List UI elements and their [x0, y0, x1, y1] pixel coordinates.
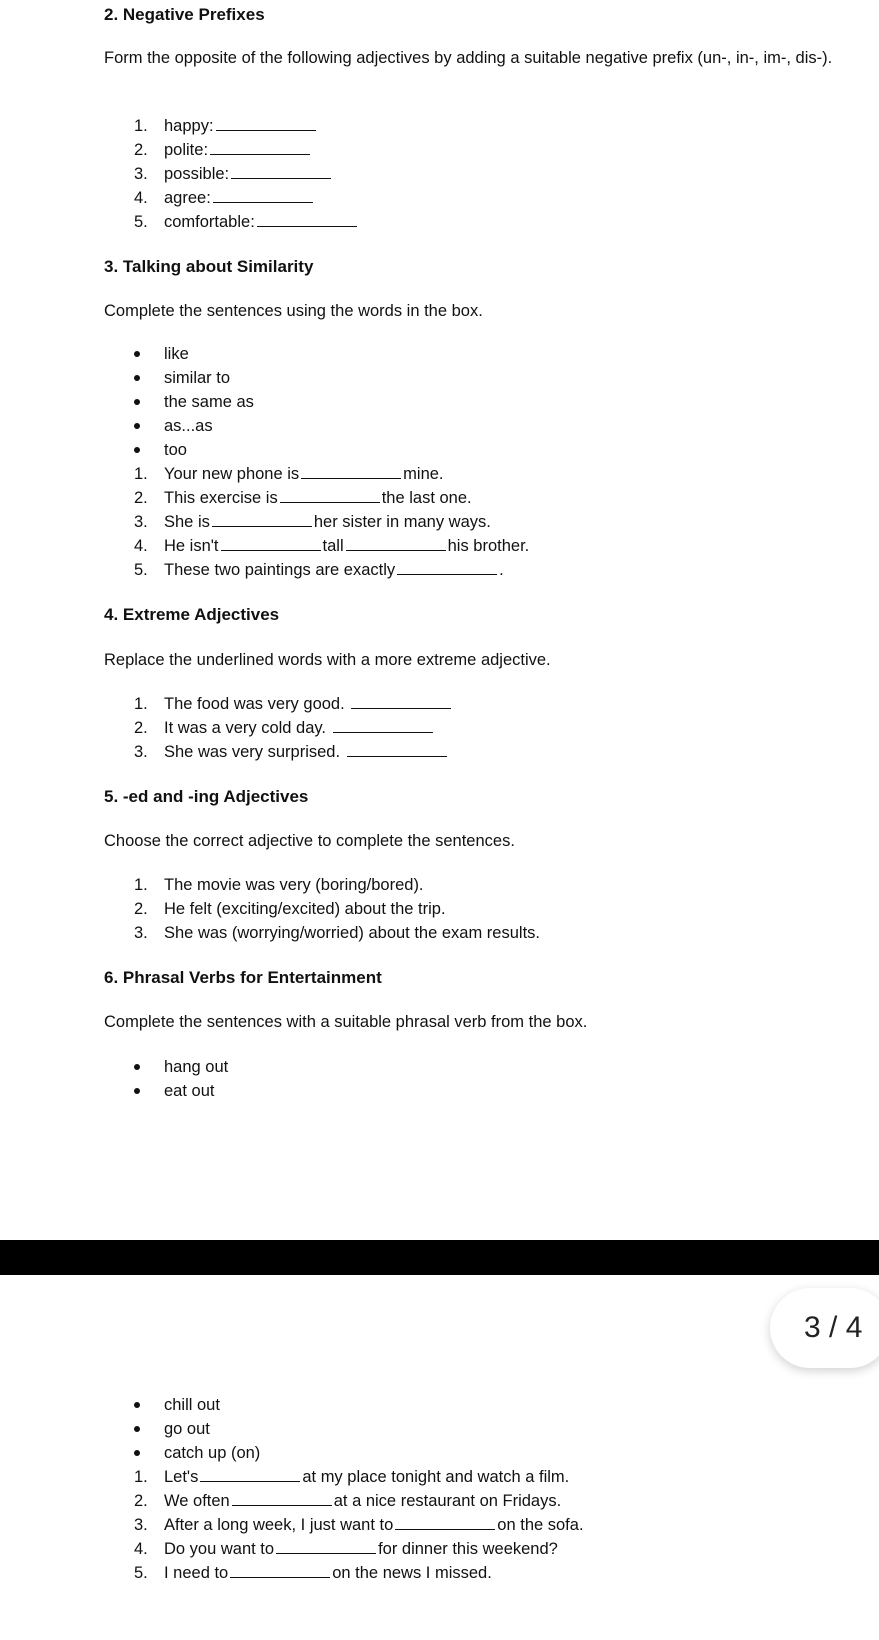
- item-text: possible:: [164, 165, 230, 183]
- item-number: 2.: [134, 141, 148, 159]
- bullet-icon: [134, 423, 140, 429]
- item-text: comfortable:: [164, 213, 255, 231]
- item-number: 5.: [134, 561, 148, 579]
- item-text: at my place tonight and watch a film.: [302, 1468, 570, 1486]
- page-indicator: [770, 1288, 879, 1368]
- item-number: 5.: [134, 1564, 148, 1582]
- bullet-icon: [134, 1064, 140, 1070]
- item-text: She is: [164, 513, 210, 531]
- item-text: the last one.: [381, 489, 472, 507]
- item-text: We often: [164, 1492, 230, 1510]
- bullet-icon: [134, 1426, 140, 1432]
- answer-blank[interactable]: [333, 717, 433, 733]
- bullet-icon: [134, 351, 140, 357]
- section-instruction: Complete the sentences with a suitable phrasal verb from the box.: [104, 1013, 588, 1031]
- answer-blank[interactable]: [213, 187, 313, 203]
- item-text: agree:: [164, 189, 211, 207]
- item-text: The movie was very (boring/bored).: [164, 876, 424, 894]
- item-text: happy:: [164, 117, 214, 135]
- item-number: 3.: [134, 165, 148, 183]
- item-number: 5.: [134, 213, 148, 231]
- item-text: at a nice restaurant on Fridays.: [333, 1492, 562, 1510]
- answer-blank[interactable]: [212, 511, 312, 527]
- answer-blank[interactable]: [301, 463, 401, 479]
- item-number: 2.: [134, 489, 148, 507]
- word-box-text: hang out: [164, 1058, 229, 1076]
- answer-blank[interactable]: [221, 535, 321, 551]
- bullet-icon: [134, 1088, 140, 1094]
- answer-blank[interactable]: [200, 1466, 300, 1482]
- item-number: 2.: [134, 1492, 148, 1510]
- word-box-text: chill out: [164, 1396, 220, 1414]
- word-box-text: go out: [164, 1420, 210, 1438]
- item-text: He felt (exciting/excited) about the trip.: [164, 900, 446, 918]
- word-box-text: the same as: [164, 393, 254, 411]
- word-box-text: like: [164, 345, 189, 363]
- section-instruction: Complete the sentences using the words in the box.: [104, 302, 483, 320]
- bullet-icon: [134, 1450, 140, 1456]
- bullet-icon: [134, 447, 140, 453]
- item-text: his brother.: [447, 537, 530, 555]
- answer-blank[interactable]: [351, 693, 451, 709]
- item-number: 4.: [134, 189, 148, 207]
- item-number: 1.: [134, 695, 148, 713]
- answer-blank[interactable]: [347, 741, 447, 757]
- item-text: for dinner this weekend?: [378, 1540, 558, 1558]
- item-text: tall: [322, 537, 344, 555]
- item-number: 3.: [134, 743, 148, 761]
- item-text: He isn't: [164, 537, 219, 555]
- answer-blank[interactable]: [397, 559, 497, 575]
- answer-blank[interactable]: [395, 1514, 495, 1530]
- item-number: 2.: [134, 900, 148, 918]
- item-number: 1.: [134, 117, 148, 135]
- item-number: 1.: [134, 1468, 148, 1486]
- item-text: her sister in many ways.: [313, 513, 491, 531]
- section-instruction: Replace the underlined words with a more extreme adjective.: [104, 651, 551, 669]
- bullet-icon: [134, 1402, 140, 1408]
- item-number: 4.: [134, 537, 148, 555]
- bullet-icon: [134, 399, 140, 405]
- section-title-negative-prefixes: 2. Negative Prefixes: [104, 5, 265, 24]
- item-text: Your new phone is: [164, 465, 300, 483]
- page-indicator-label: 3 / 4: [804, 1311, 863, 1344]
- word-box-text: catch up (on): [164, 1444, 261, 1462]
- item-text: on the sofa.: [497, 1516, 584, 1534]
- item-text: It was a very cold day.: [164, 719, 327, 737]
- word-box-text: similar to: [164, 369, 231, 387]
- section-instruction: Choose the correct adjective to complete the sentences.: [104, 832, 515, 850]
- item-number: 3.: [134, 1516, 148, 1534]
- answer-blank[interactable]: [280, 487, 380, 503]
- section-title-phrasal-verbs: 6. Phrasal Verbs for Entertainment: [104, 968, 382, 987]
- item-text: polite:: [164, 141, 209, 159]
- word-box-text: eat out: [164, 1082, 215, 1100]
- item-number: 1.: [134, 465, 148, 483]
- item-text: She was very surprised.: [164, 743, 341, 761]
- item-text: mine.: [403, 465, 444, 483]
- item-text: These two paintings are exactly: [164, 561, 396, 579]
- item-number: 3.: [134, 513, 148, 531]
- word-box-text: as...as: [164, 417, 213, 435]
- item-text: She was (worrying/worried) about the exam results.: [164, 924, 540, 942]
- item-text: I need to: [164, 1564, 229, 1582]
- section-title-extreme-adjectives: 4. Extreme Adjectives: [104, 605, 280, 624]
- item-text: The food was very good.: [164, 695, 345, 713]
- answer-blank[interactable]: [231, 163, 331, 179]
- answer-blank[interactable]: [232, 1490, 332, 1506]
- word-box-text: too: [164, 441, 187, 459]
- item-text: Do you want to: [164, 1540, 275, 1558]
- item-text: .: [499, 561, 504, 579]
- page-divider: [0, 1240, 879, 1275]
- answer-blank[interactable]: [276, 1538, 376, 1554]
- answer-blank[interactable]: [230, 1562, 330, 1578]
- item-number: 4.: [134, 1540, 148, 1558]
- answer-blank[interactable]: [346, 535, 446, 551]
- item-text: This exercise is: [164, 489, 278, 507]
- item-number: 3.: [134, 924, 148, 942]
- item-text: on the news I missed.: [332, 1564, 492, 1582]
- item-number: 1.: [134, 876, 148, 894]
- bullet-icon: [134, 375, 140, 381]
- section-title-similarity: 3. Talking about Similarity: [104, 257, 314, 276]
- answer-blank[interactable]: [210, 139, 310, 155]
- answer-blank[interactable]: [257, 211, 357, 227]
- section-instruction: Form the opposite of the following adjectives by adding a suitable negative prefix (un-, in-, im-, dis-).: [104, 49, 833, 67]
- answer-blank[interactable]: [216, 115, 316, 131]
- section-title-ed-ing-adjectives: 5. -ed and -ing Adjectives: [104, 787, 309, 806]
- item-number: 2.: [134, 719, 148, 737]
- item-text: Let's: [164, 1468, 199, 1486]
- item-text: After a long week, I just want to: [164, 1516, 394, 1534]
